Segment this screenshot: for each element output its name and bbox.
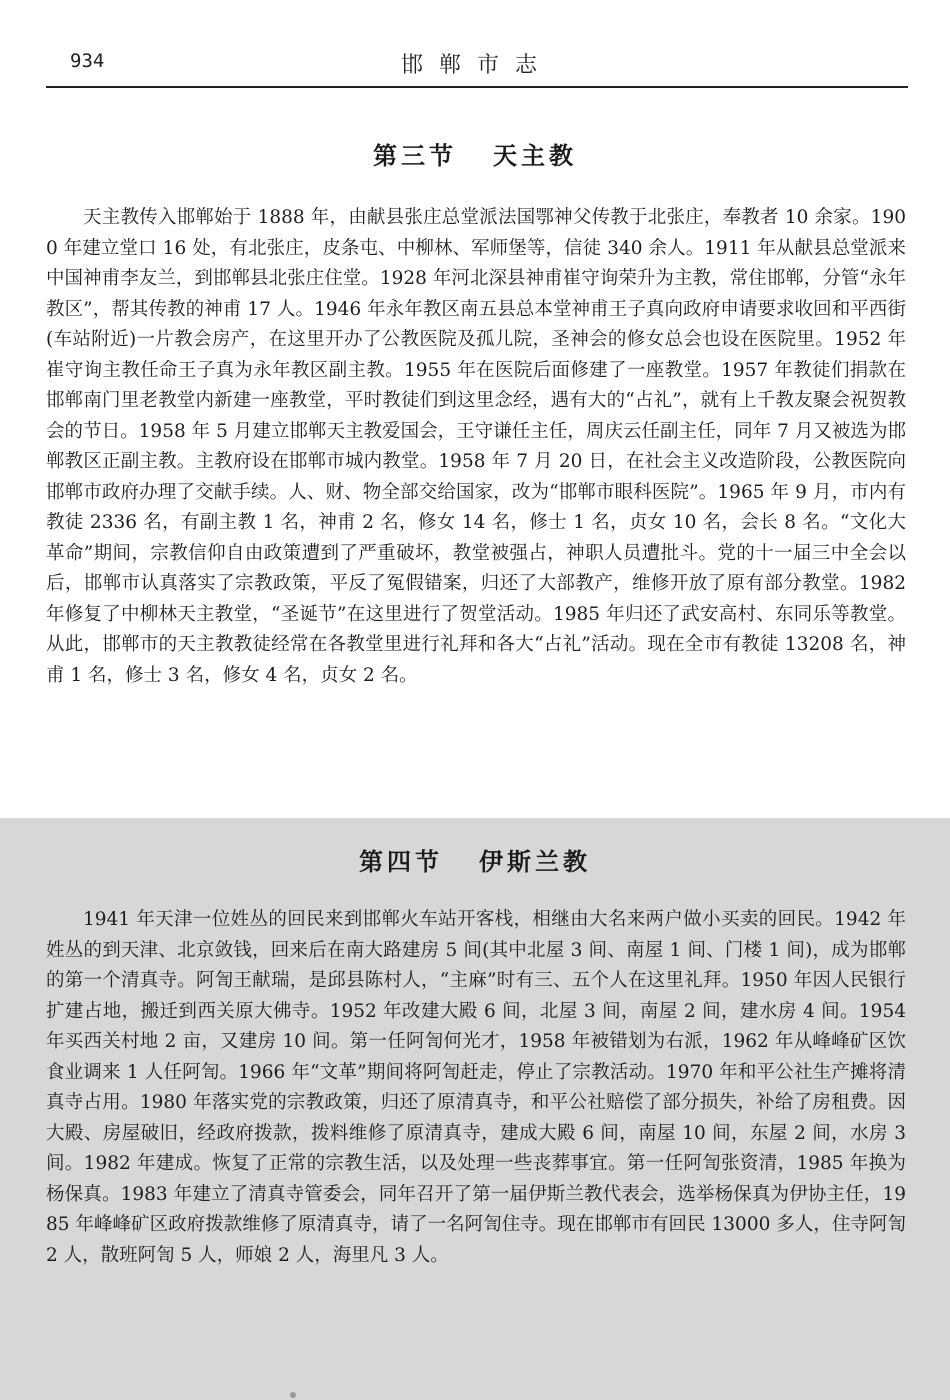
section-catholicism	[0, 100, 950, 818]
page-header	[46, 44, 908, 88]
section-number: 第四节	[359, 848, 443, 876]
page-number: 934	[70, 50, 105, 72]
section-islam	[0, 818, 950, 1400]
section-heading	[0, 136, 950, 171]
section-number: 第三节	[373, 142, 457, 170]
section-body-paragraph: 1941 年天津一位姓丛的回民来到邯郸火车站开客栈，相继由大名来两户做小买卖的回民。1942 年姓丛的到天津、北京敛钱，回来后在南大路建房 5 间(其中北屋 3 间、南屋 1 间、门楼 1 间)，成为邯郸的第一个清真寺。阿訇王献瑞，是邱县陈村人，“主麻”时有三、五个人在这里礼拜。1950 年因人民银行扩建占地，搬迁到西关原大佛寺。1952 年改建大殿 6 间，北屋 3 间，南屋 2 间，建水房 4 间。1954 年买西关村地 2 亩，又建房 10 间。第一任阿訇何光才，1958 年被错划为右派，1962 年从峰峰矿区饮食业调来 1 人任阿訇。1966 年“文革”期间将阿訇赶走，停止了宗教活动。1970 年和平公社生产摊将清真寺占用。1980 年落实党的宗教政策，归还了原清真寺，和平公社赔偿了部分损失，补给了房租费。因大殿、房屋破旧，经政府拨款，拨料维修了原清真寺，建成大殿 6 间，南屋 10 间，东屋 2 间，水房 3 间。1982 年建成。恢复了正常的宗教生活，以及处理一些丧葬事宜。第一任阿訇张资清，1985 年换为杨保真。1983 年建立了清真寺管委会，同年召开了第一届伊斯兰教代表会，选举杨保真为伊协主任，1985 年峰峰矿区政府拨款维修了原清真寺，请了一名阿訇住寺。现在邯郸市有回民 13000 多人，住寺阿訇 2 人，散班阿訇 5 人，师娘 2 人，海里凡 3 人。	[46, 909, 906, 1266]
scan-speck	[290, 1392, 296, 1398]
section-title: 天主教	[493, 142, 577, 170]
section-heading	[0, 842, 950, 877]
section-body-paragraph: 天主教传入邯郸始于 1888 年，由献县张庄总堂派法国鄂神父传教于北张庄，奉教者 10 余家。1900 年建立堂口 16 处，有北张庄，皮条屯、中柳林、军师堡等，信徒 340 余人。1911 年从献县总堂派来中国神甫李友兰，到邯郸县北张庄住堂。1928 年河北深县神甫崔守询荣升为主教，常住邯郸，分管“永年教区”，帮其传教的神甫 17 人。1946 年永年教区南五县总本堂神甫王子真向政府申请要求收回和平西街(车站附近)一片教会房产，在这里开办了公教医院及孤儿院，圣神会的修女总会也设在医院里。1952 年崔守询主教任命王子真为永年教区副主教。1955 年在医院后面修建了一座教堂。1957 年教徒们捐款在邯郸南门里老教堂内新建一座教堂，平时教徒们到这里念经，遇有大的“占礼”，就有上千教友聚会祝贺教会的节日。1958 年 5 月建立邯郸天主教爱国会，王守谦任主任，周庆云任副主任，同年 7 月又被选为邯郸教区正副主教。主教府设在邯郸市城内教堂。1958 年 7 月 20 日，在社会主义改造阶段，公教医院向邯郸市政府办理了交献手续。人、财、物全部交给国家，改为“邯郸市眼科医院”。1965 年 9 月，市内有教徒 2336 名，有副主教 1 名，神甫 2 名，修女 14 名，修士 1 名，贞女 10 名，会长 8 名。“文化大革命”期间，宗教信仰自由政策遭到了严重破坏，教堂被强占，神职人员遭批斗。党的十一届三中全会以后，邯郸市认真落实了宗教政策，平反了冤假错案，归还了大部教产，维修开放了原有部分教堂。1982 年修复了中柳林天主教堂，“圣诞节”在这里进行了贺堂活动。1985 年归还了武安高村、东同乐等教堂。从此，邯郸市的天主教教徒经常在各教堂里进行礼拜和各大“占礼”活动。现在全市有教徒 13208 名，神甫 1 名，修士 3 名，修女 4 名，贞女 2 名。	[46, 207, 906, 686]
book-title: 邯郸市志	[400, 53, 553, 78]
section-title: 伊斯兰教	[479, 848, 591, 876]
